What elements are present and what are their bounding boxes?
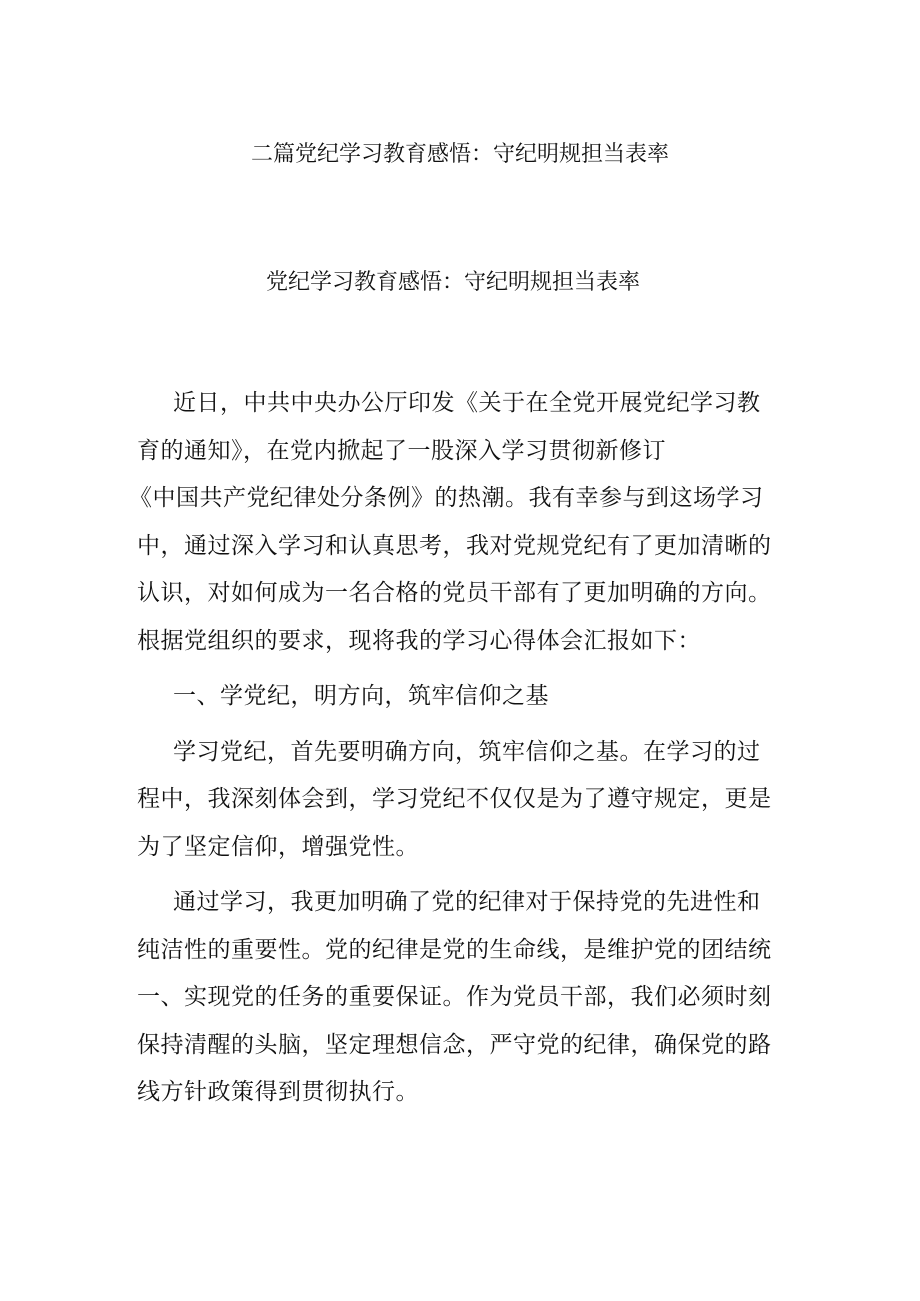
paragraph-line: 为了坚定信仰，增强党性。	[137, 833, 419, 860]
paragraph-discipline	[137, 879, 777, 1117]
paragraph-line: 育的通知》，在党内掀起了一股深入学习贯彻新修订	[137, 437, 666, 464]
paragraph-line: 保持清醒的头脑，坚定理想信念，严守党的纪律，确保党的路	[137, 1031, 772, 1058]
paragraph-line: 程中，我深刻体会到，学习党纪不仅仅是为了遵守规定，更是	[137, 786, 772, 812]
paragraph-intro	[129, 380, 777, 665]
paragraph-line: 线方针政策得到贯彻执行。	[137, 1079, 419, 1105]
paragraph-line: 学习党纪，首先要明确方向，筑牢信仰之基。在学习的过	[173, 738, 761, 765]
document-body	[129, 380, 777, 1117]
document-subtitle: 党纪学习教育感悟：守纪明规担当表率	[265, 270, 640, 295]
paragraph-line: 根据党组织的要求，现将我的学习心得体会汇报如下：	[137, 627, 701, 654]
section-heading-text: 一、学党纪，明方向，筑牢信仰之基	[173, 683, 549, 709]
paragraph-line: 纯洁性的重要性。党的纪律是党的生命线，是维护党的团结统	[137, 936, 772, 963]
paragraph-line: 中，通过深入学习和认真思考，我对党规党纪有了更加清晰的	[137, 532, 772, 559]
document-title: 二篇党纪学习教育感悟：守纪明规担当表率	[250, 142, 669, 167]
paragraph-direction	[137, 729, 777, 872]
paragraph-line: 通过学习，我更加明确了党的纪律对于保持党的先进性和	[173, 889, 761, 915]
paragraph-line: 《中国共产党纪律处分条例》的热潮。我有幸参与到这场学习	[129, 485, 764, 511]
paragraph-line: 近日，中共中央办公厅印发《关于在全党开展党纪学习教	[173, 390, 761, 416]
paragraph-line: 一、实现党的任务的重要保证。作为党员干部，我们必须时刻	[137, 984, 772, 1010]
section-heading	[137, 673, 777, 721]
paragraph-line: 认识，对如何成为一名合格的党员干部有了更加明确的方向。	[137, 580, 772, 606]
